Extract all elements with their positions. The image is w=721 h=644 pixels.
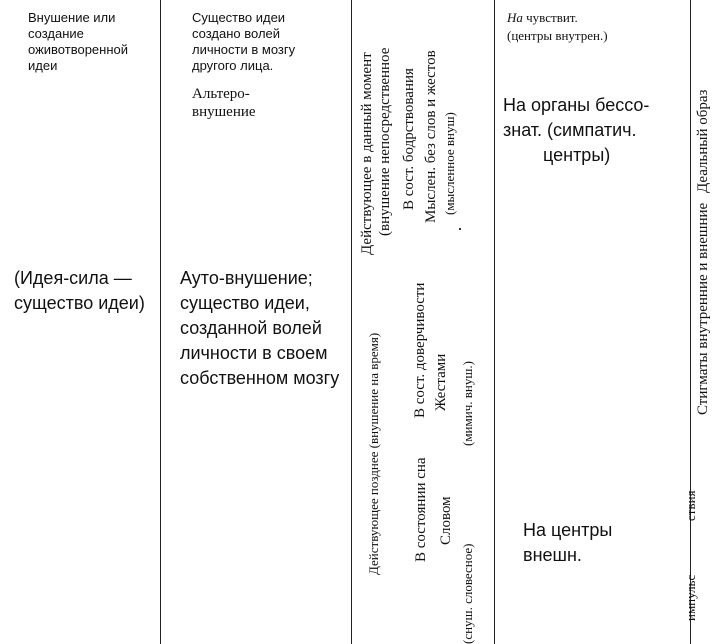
col3-by-word: Словом [438,496,454,545]
col3-awake-state: В сост. бодрствования [401,68,417,210]
col3-trust-state: В сост. доверчивости [412,282,428,418]
col4-unconscious-organs: На органы бессо- знат. (симпатич. центры) [503,95,650,165]
col3-dot-mark [459,228,461,230]
col3-direct-suggestion: (внушение непосредственное [377,47,393,236]
col4-header-na: На [507,10,523,25]
column-divider-3 [494,0,495,644]
col3-verbal-suggestion: (снуш. словесное) [460,543,475,644]
col1-idea-force: (Идея-сила — существо идеи) [14,268,145,313]
col4-header-line2: (центры внутрен.) [507,28,608,43]
col4-header-line1 [507,10,578,26]
col3-sleep-state: В состоянии сна [413,457,429,562]
col5-action: ствия [683,490,698,521]
col3-mimic-suggestion: (мимич. внуш.) [460,361,475,446]
col4-header-rest: чувствит. [522,10,578,25]
col2-alter-suggestion: Альтеро- внушение [192,86,256,120]
col3-by-gestures: Жестами [433,353,449,411]
column-divider-1 [160,0,161,644]
col5-ideal-image: Деальный образ [695,89,711,193]
col2-auto-suggestion: Ауто-внушение; существо идеи, созданной волей личности в своем собственном мозгу [180,268,340,388]
col2-header: Существо идеи создано волей личности в мозгу другого лица. [192,10,296,73]
col3-acting-later: Действующее позднее (внушение на время) [366,332,381,575]
column-divider-4 [690,0,691,644]
col5-impulse: импульс [683,574,698,621]
col3-acting-now: Действующее в данный момент [359,52,375,255]
col5-stigmata: Стигматы внутренние и внешние [695,202,711,415]
col3-mental-suggestion: (мысленное внуш) [442,112,457,215]
column-divider-2 [351,0,352,644]
col1-header: Внушение или создание оживотворенной идеи [28,10,129,73]
col4-external-centers: На центры внешн. [523,520,613,565]
col3-mental-no-words: Мыслен. без слов и жестов [423,50,439,223]
